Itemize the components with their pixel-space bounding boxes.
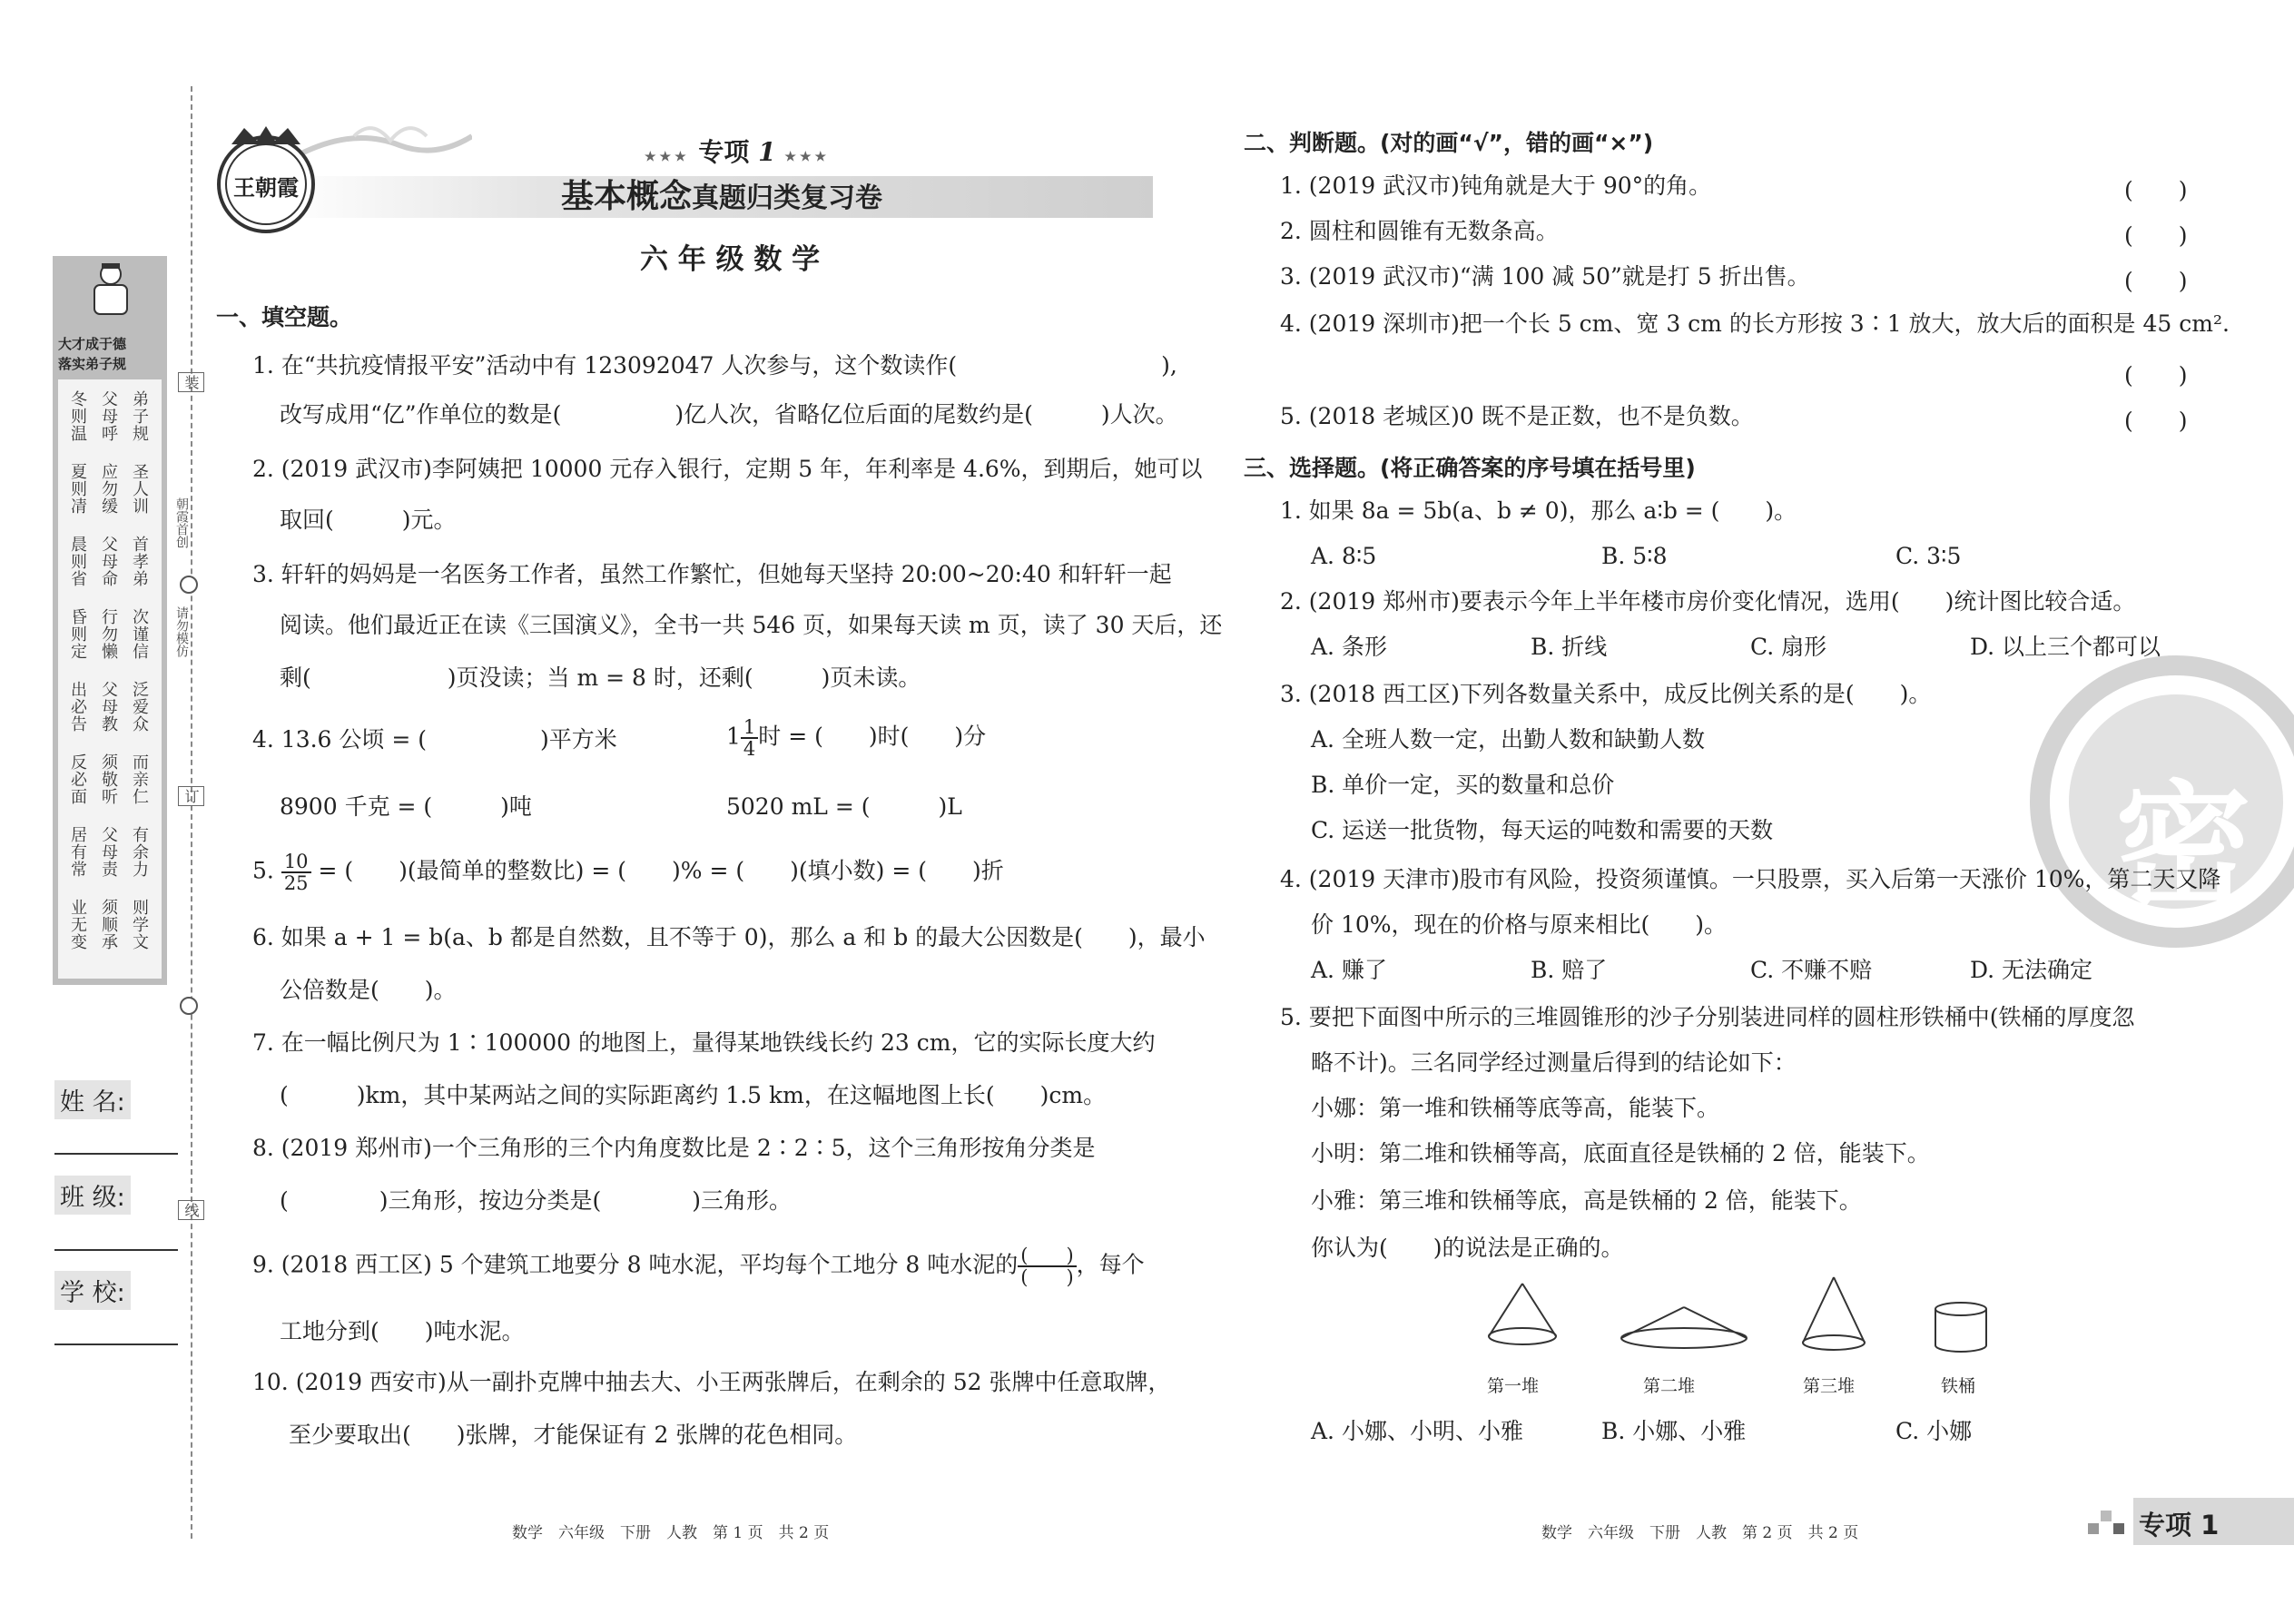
cone-figure-3	[1797, 1275, 1870, 1357]
figure-label: 第一堆	[1487, 1376, 1540, 1396]
question-4a: 4. 13.6 公顷 = ( )平方米	[252, 726, 617, 753]
figure-label: 铁桶	[1941, 1376, 1976, 1396]
binding-note-2: 请勿模仿	[174, 606, 189, 657]
figure-label: 第三堆	[1803, 1376, 1856, 1396]
choice-5-line-6: 你认为( )的说法是正确的。	[1311, 1235, 1624, 1261]
motto-col: 业无变	[68, 899, 87, 950]
page-subtitle: 六 年 级 数 学	[640, 243, 821, 276]
fraction-denominator: 4	[743, 738, 756, 760]
choice-5-option-c: C. 小娜	[1895, 1418, 1973, 1444]
fraction-numerator: 1	[741, 717, 758, 739]
choice-4-option-d: D. 无法确定	[1970, 957, 2093, 983]
binding-dashed-line	[191, 86, 192, 1539]
question-9-tail: ，每个	[1076, 1251, 1145, 1278]
choice-4-option-c: C. 不赚不赔	[1750, 957, 1873, 983]
motto-col: 昏则定	[68, 608, 87, 660]
fraction	[281, 851, 311, 893]
fraction-denominator: 25	[283, 872, 309, 894]
choice-1: 1. 如果 8a = 5b(a、b ≠ 0)，那么 a∶b = ( )。	[1280, 497, 1797, 524]
choice-3-option-a: A. 全班人数一定，出勤人数和缺勤人数	[1311, 726, 1705, 753]
choice-5-option-b: B. 小娜、小雅	[1601, 1418, 1747, 1444]
school-label: 学 校:	[54, 1271, 131, 1310]
choice-5-line-4: 小明：第二堆和铁桶等高，底面直径是铁桶的 2 倍，能装下。	[1311, 1140, 1930, 1166]
question-4b-rest: 时 = ( )时( )分	[758, 723, 987, 750]
page-title-bold: 基本概念	[561, 178, 693, 215]
name-label: 姓 名:	[54, 1080, 131, 1119]
fraction	[1018, 1245, 1076, 1287]
logo-text: 王朝霞	[233, 174, 299, 201]
section-title-choice: 三、选择题。(将正确答案的序号填在括号里)	[1244, 455, 1696, 481]
motto-col: 父母命	[99, 536, 118, 587]
question-1-line-2: 改写成用“亿”作单位的数是( )亿人次，省略亿位后面的尾数约是( )人次。	[280, 401, 1178, 428]
binding-char-3: 线	[178, 1200, 204, 1220]
choice-5-line-3: 小娜：第一堆和铁桶等底等高，能装下。	[1311, 1095, 1720, 1121]
question-6-line-1: 6. 如果 a + 1 = b(a、b 都是自然数，且不等于 0)，那么 a 和 b 的最大公因数是( )，最小	[252, 924, 1206, 950]
choice-3: 3. (2018 西工区)下列各数量关系中，成反比例关系的是( )。	[1280, 681, 1932, 707]
question-6-line-2: 公倍数是( )。	[280, 977, 457, 1003]
page-footer-left: 数学 六年级 下册 人教 第 1 页 共 2 页	[512, 1524, 830, 1542]
motto-col: 首孝弟	[130, 536, 149, 587]
question-8-line-2: ( )三角形，按边分类是( )三角形。	[280, 1187, 793, 1214]
series-label: 专项	[698, 137, 750, 167]
motto-col: 父母责	[99, 826, 118, 878]
choice-1-option-c: C. 3∶5	[1895, 543, 1962, 569]
choice-2: 2. (2019 郑州市)要表示今年上半年楼市房价变化情况，选用( )统计图比较合适。	[1280, 588, 2136, 615]
question-7-line-1: 7. 在一幅比例尺为 1∶100000 的地图上，量得某地铁线长约 23 cm，它的实际长度大约	[252, 1029, 1156, 1056]
binding-note-1: 朝霞首创	[174, 497, 189, 548]
question-10-line-1: 10. (2019 西安市)从一副扑克牌中抽去大、小王两张牌后，在剩余的 52 张牌中任意取牌，	[252, 1369, 1171, 1395]
stamp-character: 密	[2115, 769, 2252, 927]
question-4c: 8900 千克 = ( )吨	[280, 793, 532, 820]
choice-2-option-b: B. 折线	[1531, 634, 1608, 660]
binding-char-1: 装	[178, 372, 204, 392]
motto-col: 晨则省	[68, 536, 87, 587]
motto-col: 行勿懒	[99, 608, 118, 660]
scholar-figure-icon	[85, 261, 136, 320]
question-4d: 5020 mL = ( )L	[726, 793, 962, 820]
motto-top-1: 大才成于德	[58, 336, 127, 352]
star-icon: ★★★	[645, 150, 690, 164]
motto-col: 则学文	[130, 899, 149, 950]
section-title-fill: 一、填空题。	[216, 304, 353, 330]
motto-top-2: 落实弟子规	[58, 356, 127, 372]
motto-col: 须顺承	[99, 899, 118, 950]
choice-1-option-b: B. 5∶8	[1601, 543, 1668, 569]
figure-label: 第二堆	[1643, 1376, 1696, 1396]
judge-1: 1. (2019 武汉市)钝角就是大于 90°的角。	[1280, 172, 1712, 199]
page-footer-right: 数学 六年级 下册 人教 第 2 页 共 2 页	[1541, 1524, 1859, 1542]
motto-col: 夏则凊	[68, 463, 87, 515]
class-label: 班 级:	[54, 1176, 131, 1215]
judge-5: 5. (2018 老城区)0 既不是正数，也不是负数。	[1280, 403, 1754, 429]
fraction-denominator: ( )	[1020, 1266, 1074, 1288]
question-5	[252, 851, 1004, 893]
cylinder-figure	[1932, 1300, 1990, 1356]
series-heading	[645, 133, 830, 169]
motto-col: 次谨信	[130, 608, 149, 660]
sidebar-motto-columns	[58, 379, 162, 979]
choice-2-option-c: C. 扇形	[1750, 634, 1827, 660]
choice-4-line-2: 价 10%，现在的价格与原来相比( )。	[1311, 911, 1728, 938]
answer-paren[interactable]: ( )	[2124, 177, 2188, 203]
question-5-rest: = ( )(最简单的整数比) = ( )% = ( )(填小数) = ( )折	[318, 857, 1004, 884]
question-2-line-1: 2. (2019 武汉市)李阿姨把 10000 元存入银行，定期 5 年，年利率是 4.6%，到期后，她可以	[252, 456, 1203, 482]
ribbon-decoration	[300, 118, 472, 172]
school-field[interactable]	[54, 1343, 178, 1345]
choice-4-option-b: B. 赔了	[1531, 957, 1608, 983]
motto-col: 应勿缓	[99, 463, 118, 515]
question-2-line-2: 取回( )元。	[280, 507, 457, 533]
motto-col: 而亲仁	[130, 753, 149, 805]
judge-3: 3. (2019 武汉市)“满 100 减 50”就是打 5 折出售。	[1280, 263, 1810, 290]
motto-col: 居有常	[68, 826, 87, 878]
question-1-line-1: 1. 在“共抗疫情报平安”活动中有 123092047 人次参与，这个数读作( ),	[252, 352, 1177, 379]
judge-2: 2. 圆柱和圆锥有无数条高。	[1280, 218, 1559, 244]
choice-3-option-c: C. 运送一批货物，每天运的吨数和需要的天数	[1311, 817, 1774, 843]
answer-paren[interactable]: ( )	[2124, 362, 2188, 389]
cone-figure-2	[1616, 1300, 1752, 1354]
choice-4-line-1: 4. (2019 天津市)股市有风险，投资须谨慎。一只股票，买入后第一天涨价 10%，第二天又降	[1280, 866, 2221, 892]
class-field[interactable]	[54, 1249, 178, 1251]
pixel-decoration-icon	[2088, 1511, 2133, 1536]
page-title-rest: 真题归类复习卷	[692, 182, 883, 214]
section-title-judge: 二、判断题。(对的画“√”，错的画“×”)	[1244, 130, 1654, 156]
choice-5-option-a: A. 小娜、小明、小雅	[1311, 1418, 1523, 1444]
motto-col: 有余力	[130, 826, 149, 878]
question-3-line-2: 阅读。他们最近正在读《三国演义》，全书一共 546 页，如果每天读 m 页，读了 30 天后，还	[280, 612, 1223, 638]
binding-char-2: 订	[178, 786, 204, 806]
fraction-numerator: ( )	[1018, 1245, 1076, 1267]
question-7-line-2: ( )km，其中某两站之间的实际距离约 1.5 km，在这幅地图上长( )cm。	[280, 1082, 1107, 1108]
brand-logo	[213, 124, 319, 239]
question-8-line-1: 8. (2019 郑州市)一个三角形的三个内角度数比是 2∶2∶5，这个三角形按角分类是	[252, 1135, 1096, 1161]
cone-figure-1	[1480, 1273, 1566, 1354]
motto-col: 父母呼	[99, 390, 118, 442]
answer-paren[interactable]: ( )	[2124, 222, 2188, 249]
series-number: 1	[758, 137, 776, 167]
motto-col: 须敬听	[99, 753, 118, 805]
motto-col: 反必面	[68, 753, 87, 805]
motto-col: 圣人训	[130, 463, 149, 515]
choice-1-option-a: A. 8∶5	[1311, 543, 1377, 569]
series-badge-text: 专项 1	[2139, 1510, 2220, 1540]
mixed-number-whole: 1	[726, 723, 741, 750]
question-10-line-2: 至少要取出( )张牌，才能保证有 2 张牌的花色相同。	[289, 1422, 858, 1448]
star-icon: ★★★	[784, 150, 831, 164]
binding-hole-icon	[178, 574, 200, 595]
answer-paren[interactable]: ( )	[2124, 408, 2188, 434]
choice-5-line-2: 略不计)。三名同学经过测量后得到的结论如下：	[1311, 1049, 1797, 1076]
question-3-line-3: 剩( )页没读；当 m = 8 时，还剩( )页未读。	[280, 664, 921, 691]
question-5-number: 5.	[252, 857, 274, 884]
question-9-text: 9. (2018 西工区) 5 个建筑工地要分 8 吨水泥，平均每个工地分 8 吨水泥的	[252, 1251, 1019, 1278]
judge-4: 4. (2019 深圳市)把一个长 5 cm、宽 3 cm 的长方形按 3∶1 放大，放大后的面积是 45 cm².	[1280, 310, 2230, 337]
question-4b	[726, 717, 986, 759]
choice-4-option-a: A. 赚了	[1311, 957, 1387, 983]
choice-5-line-5: 小雅：第三堆和铁桶等底，高是铁桶的 2 倍，能装下。	[1311, 1187, 1862, 1214]
motto-col: 出必告	[68, 681, 87, 733]
question-9-line-2: 工地分到( )吨水泥。	[280, 1318, 525, 1344]
motto-col: 弟子规	[130, 390, 149, 442]
choice-3-option-b: B. 单价一定，买的数量和总价	[1311, 772, 1615, 798]
choice-2-option-d: D. 以上三个都可以	[1970, 634, 2161, 660]
series-badge	[2088, 1498, 2294, 1545]
answer-paren[interactable]: ( )	[2124, 268, 2188, 294]
page-title	[561, 176, 882, 223]
choice-2-option-a: A. 条形	[1311, 634, 1387, 660]
fraction-numerator: 10	[281, 851, 311, 873]
choice-5-line-1: 5. 要把下面图中所示的三堆圆锥形的沙子分别装进同样的圆柱形铁桶中(铁桶的厚度忽	[1280, 1004, 2135, 1030]
motto-col: 父母教	[99, 681, 118, 733]
name-field[interactable]	[54, 1153, 178, 1155]
binding-hole-icon	[178, 995, 200, 1017]
motto-col: 冬则温	[68, 390, 87, 442]
motto-col: 泛爱众	[130, 681, 149, 733]
fraction	[741, 717, 758, 759]
question-3-line-1: 3. 轩轩的妈妈是一名医务工作者，虽然工作繁忙，但她每天坚持 20:00~20:40 和轩轩一起	[252, 561, 1172, 587]
question-9-line-1	[252, 1245, 1145, 1287]
